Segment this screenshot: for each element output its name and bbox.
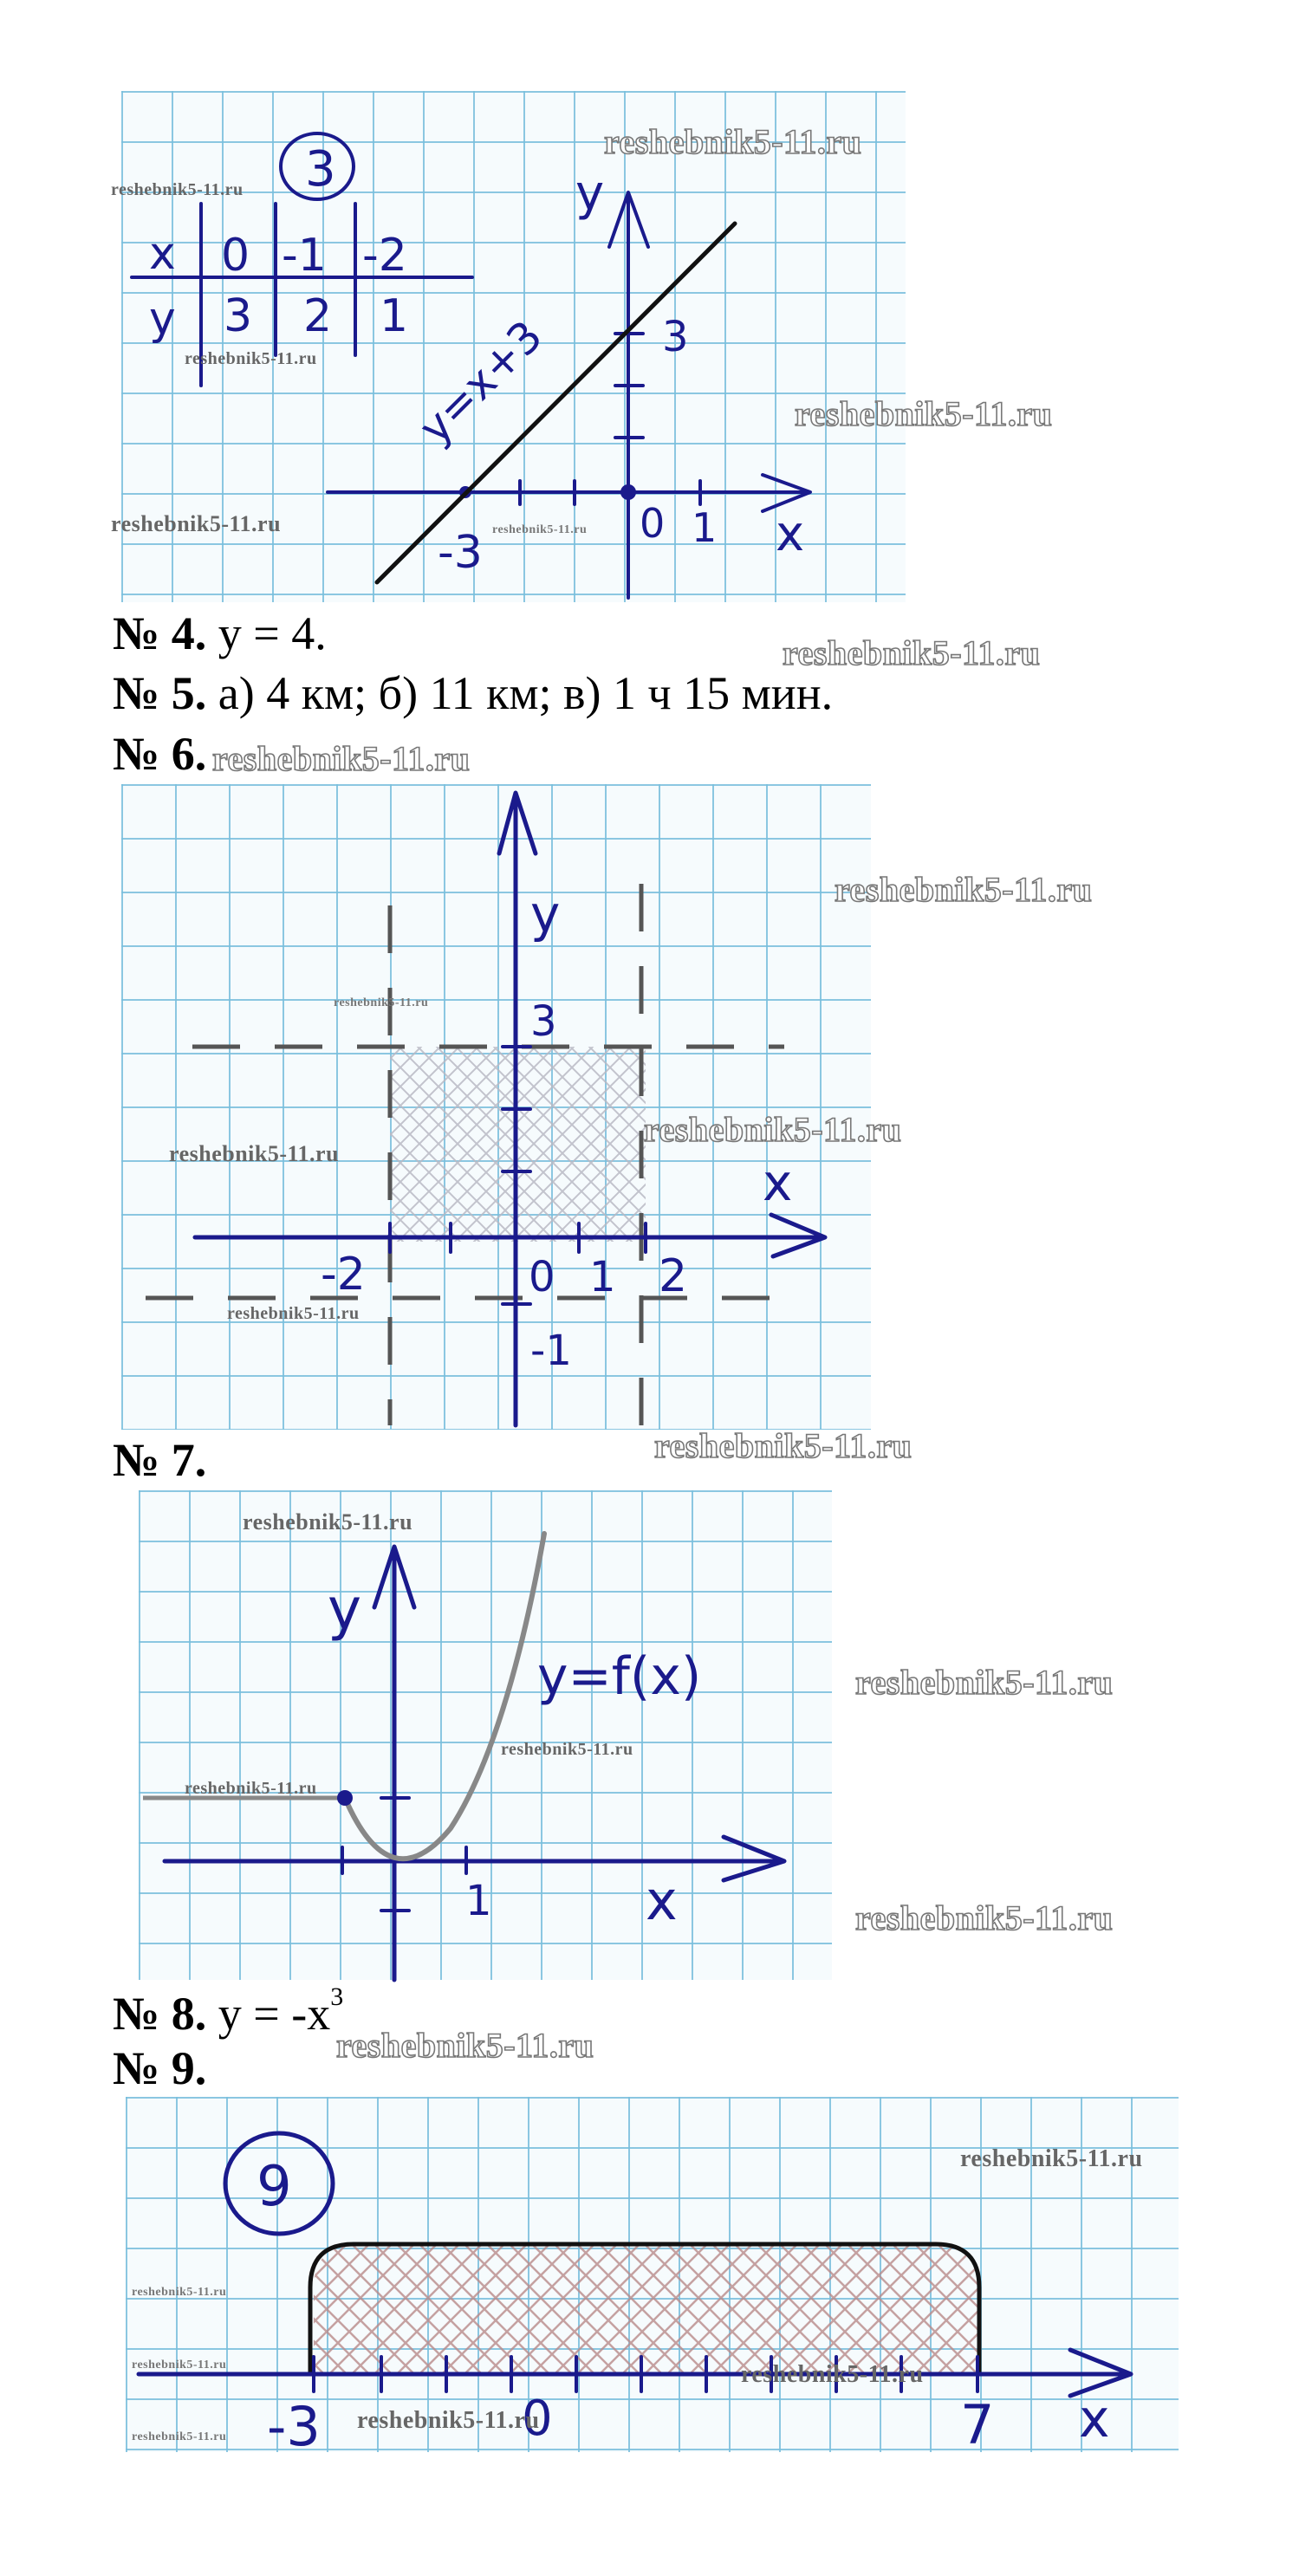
answer-4-text: y = 4. (206, 607, 327, 659)
task9-tick-0: 0 (522, 2391, 553, 2447)
task6-tick-0: 0 (529, 1253, 555, 1301)
watermark: reshebnik5-11.ru (132, 2430, 227, 2443)
watermark: reshebnik5-11.ru (111, 180, 244, 199)
task3-table-x2: -2 (362, 230, 407, 282)
answer-8-text: y = -x (206, 1988, 331, 2040)
task9-tick-7: 7 (960, 2393, 995, 2456)
watermark: reshebnik5-11.ru (169, 1141, 340, 1166)
answer-9-label: № 9. (113, 2042, 207, 2094)
task3-tick-neg3: -3 (438, 527, 483, 579)
watermark: reshebnik5-11.ru (741, 2361, 924, 2388)
answer-4-label: № 4. (113, 607, 207, 659)
watermark: reshebnik5-11.ru (855, 1898, 1114, 1937)
watermark: reshebnik5-11.ru (357, 2407, 540, 2434)
task3-x-axis-label: x (776, 506, 805, 562)
task3-table-x0: 0 (221, 230, 250, 282)
task3-table-y2: 1 (380, 290, 409, 342)
watermark: reshebnik5-11.ru (492, 523, 588, 536)
answer-8-exponent: 3 (330, 1982, 344, 2011)
task6-tick-neg2: -2 (321, 1249, 366, 1301)
task3-table-x-label: x (149, 228, 176, 280)
watermark: reshebnik5-11.ru (336, 2026, 594, 2065)
task6-x-axis-label: x (763, 1153, 793, 1212)
watermark: reshebnik5-11.ru (227, 1304, 360, 1323)
task9-tick-neg3: -3 (267, 2395, 321, 2458)
watermark: reshebnik5-11.ru (960, 2145, 1143, 2172)
task6-y-axis-label: y (530, 885, 561, 944)
watermark: reshebnik5-11.ru (111, 511, 282, 536)
answer-6-label: № 6. (113, 728, 207, 780)
task3-table-y0: 3 (224, 290, 253, 342)
watermark: reshebnik5-11.ru (501, 1740, 633, 1759)
task6-tick-1: 1 (589, 1253, 616, 1301)
watermark: reshebnik5-11.ru (212, 739, 471, 778)
answer-5-text: а) 4 км; б) 11 км; в) 1 ч 15 мин. (206, 667, 834, 719)
watermark: reshebnik5-11.ru (783, 633, 1041, 672)
task3-equation: y=x+3 (409, 310, 553, 454)
watermark: reshebnik5-11.ru (855, 1663, 1114, 1702)
task7-equation: y=f(x) (537, 1646, 702, 1707)
task6-tick-3: 3 (530, 997, 557, 1046)
watermark: reshebnik5-11.ru (835, 870, 1093, 909)
task3-table-y1: 2 (303, 290, 333, 342)
task6-tick-2: 2 (659, 1250, 688, 1302)
task7-x-axis-label: x (646, 1869, 678, 1932)
watermark: reshebnik5-11.ru (132, 2359, 227, 2372)
watermark: reshebnik5-11.ru (644, 1110, 902, 1149)
task3-tick-0: 0 (640, 500, 666, 547)
watermark: reshebnik5-11.ru (185, 349, 317, 368)
watermark: reshebnik5-11.ru (795, 394, 1053, 433)
watermark: reshebnik5-11.ru (654, 1426, 913, 1465)
task7-y-axis-label: y (328, 1576, 362, 1643)
task3-tick-1: 1 (692, 504, 718, 551)
task7-tick-1: 1 (465, 1877, 492, 1925)
answer-7-label: № 7. (113, 1434, 207, 1486)
task3-tick-3: 3 (662, 313, 689, 361)
watermark: reshebnik5-11.ru (185, 1779, 317, 1798)
task9-circle-label: 9 (257, 2155, 292, 2219)
watermark: reshebnik5-11.ru (604, 122, 862, 161)
answer-8-label: № 8. (113, 1988, 207, 2040)
task6-tick-neg1: -1 (530, 1327, 572, 1375)
watermark: reshebnik5-11.ru (243, 1509, 413, 1535)
task3-table-x1: -1 (282, 230, 327, 282)
task9-x-axis-label: x (1079, 2389, 1110, 2449)
task3-table-y-label: y (149, 293, 176, 345)
task3-circle-label: 3 (305, 141, 336, 198)
watermark: reshebnik5-11.ru (132, 2286, 227, 2299)
task3-y-axis-label: y (575, 165, 605, 222)
watermark: reshebnik5-11.ru (334, 996, 429, 1009)
answer-5-label: № 5. (113, 667, 207, 719)
